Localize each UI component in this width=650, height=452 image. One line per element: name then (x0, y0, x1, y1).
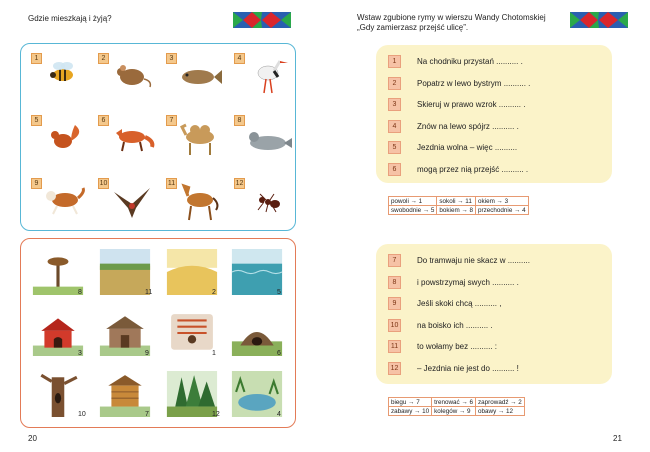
habitat-answer-number: 8 (78, 289, 82, 296)
poem-line: mogą przez nią przejść .......... . (417, 164, 529, 174)
poem-line: Na chodniku przystań .......... . (417, 57, 523, 66)
right-page-number: 21 (613, 434, 622, 443)
poem-line: Skieruj w prawo wzrok .......... . (417, 100, 526, 109)
word-bank-cell: sokoli → 11 (437, 197, 476, 206)
habitat-answer-number: 10 (78, 411, 86, 418)
animal-number-badge: 5 (31, 115, 42, 126)
line-number-badge: 12 (388, 362, 401, 375)
animal-number-badge: 10 (99, 180, 108, 187)
animal-number-badge: 9 (31, 178, 42, 189)
habitat-answer-number: 1 (212, 350, 216, 357)
word-bank-cell: bokiem → 8 (437, 206, 476, 215)
desert-icon (166, 249, 218, 300)
word-bank-cell: obawy → 12 (476, 407, 525, 416)
animal-number-badge: 12 (235, 180, 244, 187)
tree-hollow-icon (32, 371, 84, 422)
word-bank-cell: swobodnie → 5 (389, 206, 437, 215)
poem-line: Jezdnia wolna – więc .......... (417, 143, 518, 152)
poem-line: Popatrz w lewo bystrym .......... . (417, 78, 531, 88)
line-number-badge: 5 (388, 141, 401, 154)
right-page-title-line2: „Gdy zamierzasz przejść ulicę”. (357, 23, 469, 32)
habitat-answer-number: 4 (277, 411, 281, 418)
line-number-badge: 6 (388, 163, 401, 176)
right-page-title-line1: Wstaw zgubione rymy w wierszu Wandy Chotomskiej (357, 13, 546, 22)
bee-icon (39, 57, 91, 106)
fox-icon (106, 119, 158, 168)
line-number-badge: 3 (388, 98, 401, 111)
line-number-badge: 2 (388, 77, 401, 90)
ant-icon (242, 182, 294, 231)
word-bank-cell: trenować → 6 (432, 398, 476, 407)
puzzle-logo-icon (233, 12, 291, 28)
habitat-answer-number: 7 (145, 411, 149, 418)
word-bank-cell: zabawy → 10 (389, 407, 432, 416)
animal-number-badge: 11 (167, 180, 176, 187)
left-page-number: 20 (28, 434, 37, 443)
animal-number-badge: 6 (98, 115, 109, 126)
puzzle-logo-icon (570, 12, 628, 28)
meadow-icon (99, 249, 151, 300)
pond-icon (231, 371, 283, 422)
poem-line: – Jezdnia nie jest do .......... ! (417, 363, 519, 373)
doghouse-icon (32, 310, 84, 361)
line-number-badge: 4 (388, 120, 401, 133)
habitat-answer-number: 6 (277, 350, 281, 357)
animal-number-badge: 3 (166, 53, 177, 64)
dog-icon (39, 182, 91, 231)
line-number-badge: 8 (388, 276, 401, 289)
swallow-icon (106, 182, 158, 231)
word-bank-cell: zaprowadź → 2 (476, 398, 525, 407)
word-bank-cell: okiem → 3 (476, 197, 529, 206)
camel-icon (174, 119, 226, 168)
stable-icon (99, 310, 151, 361)
animal-number-badge: 4 (234, 53, 245, 64)
forest-icon (166, 371, 218, 422)
mouse-icon (106, 57, 158, 106)
word-bank-cell: kolegów → 9 (432, 407, 476, 416)
animal-number-badge: 7 (166, 115, 177, 126)
animal-number-badge: 1 (31, 53, 42, 64)
habitat-answer-number: 11 (145, 289, 153, 296)
burrow-icon (231, 310, 283, 361)
line-number-badge: 11 (388, 340, 401, 353)
line-number-badge: 1 (388, 55, 401, 68)
poem-line: Jeśli skoki chcą .......... , (417, 299, 502, 308)
animal-number-badge: 2 (98, 53, 109, 64)
hive-box-icon (99, 371, 151, 422)
habitat-answer-number: 2 (212, 289, 216, 296)
word-bank-1 (388, 196, 529, 215)
beehive-icon (166, 310, 218, 361)
word-bank-cell: przechodnie → 4 (476, 206, 529, 215)
squirrel-icon (39, 119, 91, 168)
habitat-answer-number: 3 (78, 350, 82, 357)
seal-icon (242, 119, 294, 168)
stork-nest-icon (32, 249, 84, 300)
poem-line: Do tramwaju nie skacz w .......... (417, 256, 530, 265)
line-number-badge: 7 (388, 254, 401, 267)
habitat-answer-number: 12 (212, 411, 220, 418)
stork-icon (242, 57, 294, 106)
sea-icon (231, 249, 283, 300)
poem-line: to wołamy bez .......... : (417, 342, 498, 351)
word-bank-cell: powoli → 1 (389, 197, 437, 206)
line-number-badge: 9 (388, 297, 401, 310)
left-page-title: Gdzie mieszkają i żyją? (28, 14, 112, 23)
habitat-answer-number: 5 (277, 289, 281, 296)
word-bank-cell: biegu → 7 (389, 398, 432, 407)
habitat-answer-number: 9 (145, 350, 149, 357)
poem-line: i powstrzymaj swych .......... . (417, 277, 519, 287)
fish-icon (174, 57, 226, 106)
poem-line: na boisko ich .......... . (417, 320, 493, 330)
word-bank-2 (388, 397, 525, 416)
animal-number-badge: 8 (234, 115, 245, 126)
horse-icon (174, 182, 226, 231)
poem-line: Znów na lewo spójrz .......... . (417, 121, 519, 131)
line-number-badge: 10 (388, 319, 401, 332)
